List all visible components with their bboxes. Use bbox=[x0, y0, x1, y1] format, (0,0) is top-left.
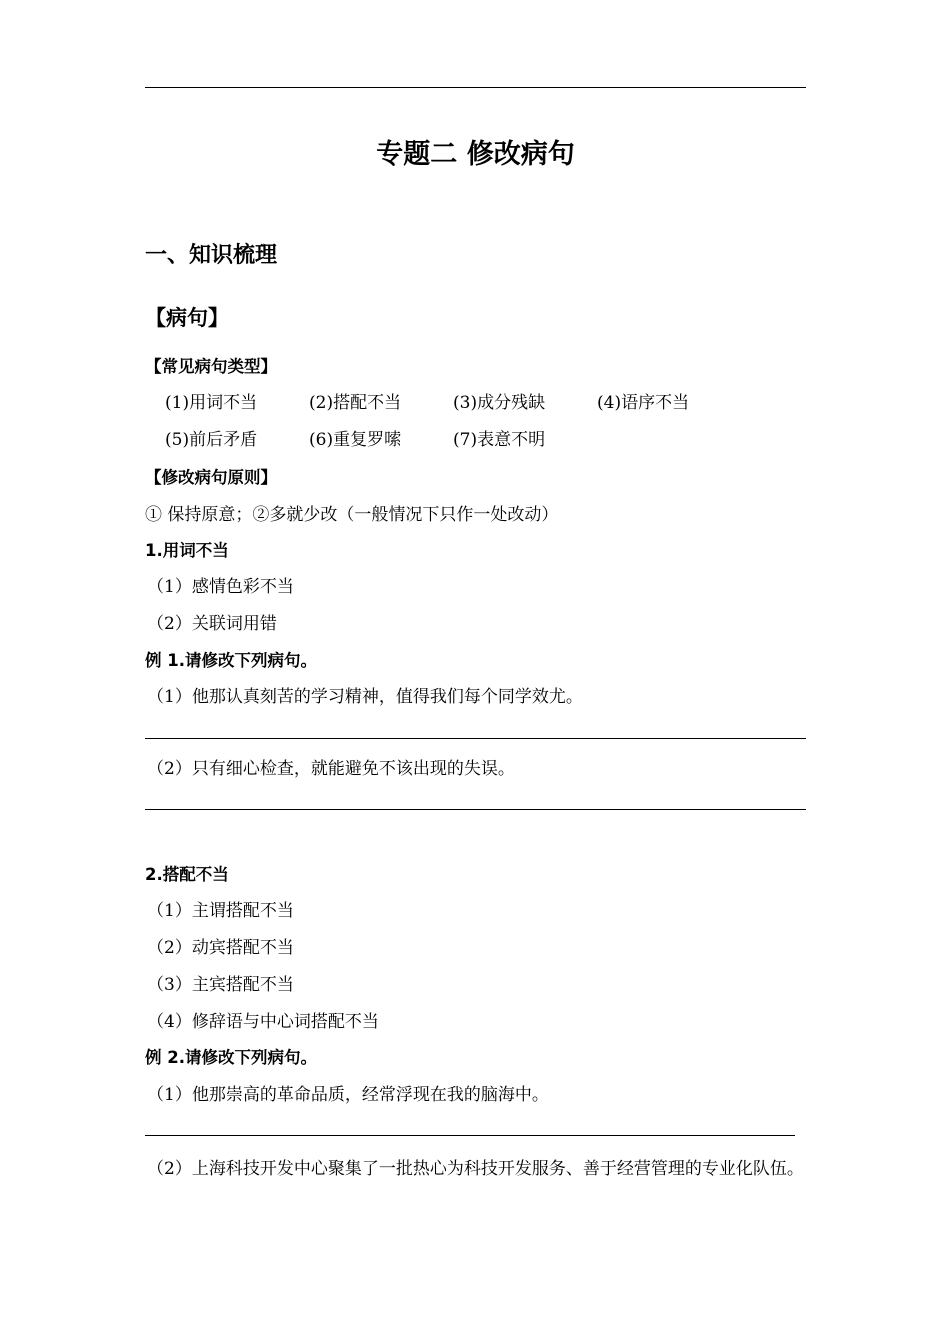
part1-item: （2）关联词用错 bbox=[147, 614, 277, 634]
page-title: 专题二 修改病句 bbox=[376, 139, 575, 170]
type-item: (1)用词不当 bbox=[165, 393, 258, 413]
part1-heading: 1.用词不当 bbox=[145, 541, 229, 560]
answer-line bbox=[145, 1135, 795, 1136]
example1-question-2: （2）只有细心检查，就能避免不该出现的失误。 bbox=[147, 759, 515, 779]
type-item: (7)表意不明 bbox=[453, 430, 546, 450]
example2-question-1: （1）他那崇高的革命品质，经常浮现在我的脑海中。 bbox=[147, 1085, 549, 1105]
types-row-1 bbox=[165, 391, 741, 415]
header-rule bbox=[145, 87, 806, 88]
section-heading-knowledge: 一、知识梳理 bbox=[145, 243, 278, 268]
part2-item: （4）修辞语与中心词搭配不当 bbox=[147, 1012, 379, 1032]
type-item: (6)重复罗嗦 bbox=[309, 430, 402, 450]
part2-item: （1）主谓搭配不当 bbox=[147, 901, 294, 921]
example1-question-1: （1）他那认真刻苦的学习精神，值得我们每个同学效尤。 bbox=[147, 687, 583, 707]
example1-heading: 例 1.请修改下列病句。 bbox=[145, 651, 317, 670]
answer-line bbox=[145, 809, 806, 810]
types-row-2 bbox=[165, 428, 597, 452]
part1-item: （1）感情色彩不当 bbox=[147, 577, 294, 597]
type-item: (3)成分残缺 bbox=[453, 393, 546, 413]
part2-item: （3）主宾搭配不当 bbox=[147, 975, 294, 995]
principles-heading: 【修改病句原则】 bbox=[145, 468, 277, 487]
part2-heading: 2.搭配不当 bbox=[145, 865, 229, 884]
types-heading: 【常见病句类型】 bbox=[145, 357, 277, 376]
example2-question-2: （2）上海科技开发中心聚集了一批热心为科技开发服务、善于经营管理的专业化队伍。 bbox=[147, 1159, 804, 1179]
subsection-heading-bingju: 【病句】 bbox=[145, 306, 229, 330]
answer-line bbox=[145, 738, 806, 739]
type-item: (5)前后矛盾 bbox=[165, 430, 258, 450]
type-item: (4)语序不当 bbox=[597, 393, 690, 413]
example2-heading: 例 2.请修改下列病句。 bbox=[145, 1048, 317, 1067]
principles-text: ① 保持原意；②多就少改（一般情况下只作一处改动） bbox=[145, 505, 559, 525]
type-item: (2)搭配不当 bbox=[309, 393, 402, 413]
part2-item: （2）动宾搭配不当 bbox=[147, 938, 294, 958]
